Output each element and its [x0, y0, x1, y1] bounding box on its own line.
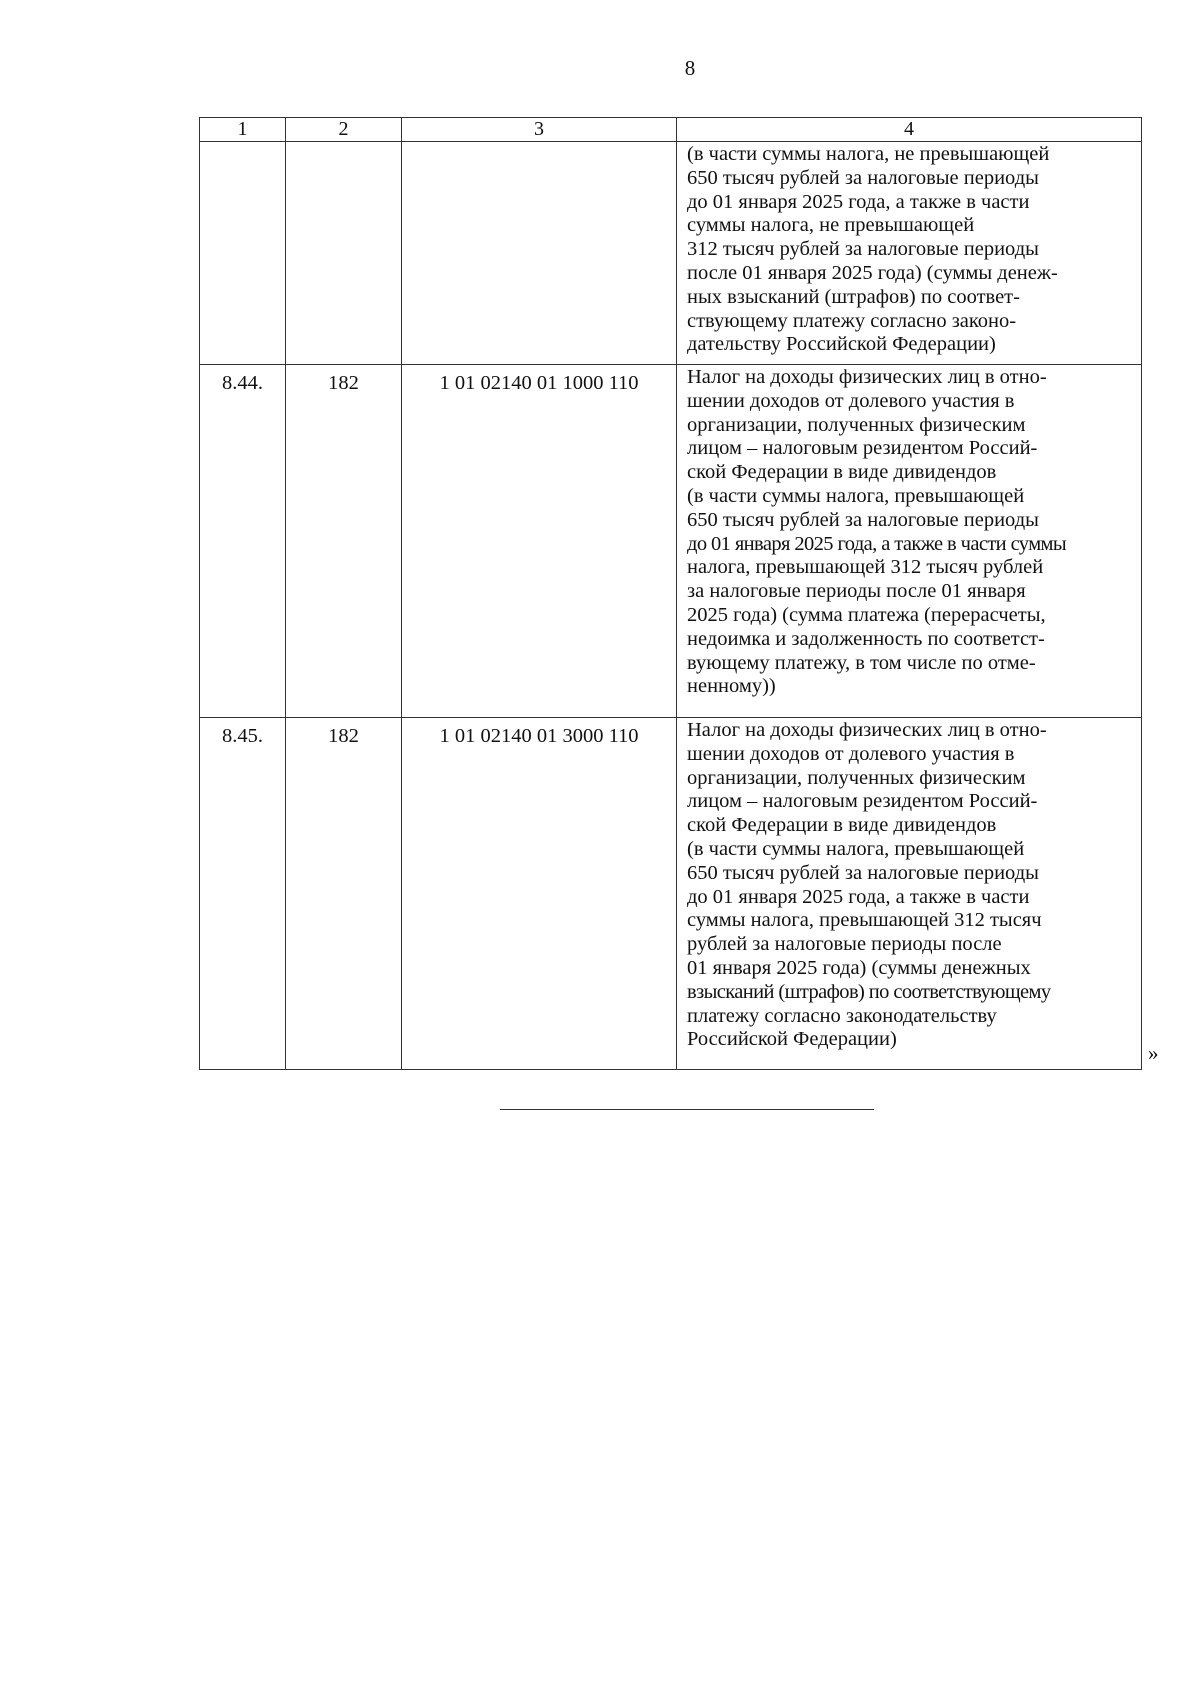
cell-description [677, 718, 1142, 1070]
description-line: суммы налога, превышающей 312 тысяч [687, 909, 1042, 932]
table-row [200, 718, 1142, 1070]
description-line: до 01 января 2025 года, а также в части суммы [687, 532, 1067, 555]
description-line: 650 тысяч рублей за налоговые периоды [687, 861, 1039, 884]
description-line: вующему платежу, в том числе по отме- [687, 651, 1036, 674]
description-line: ской Федерации в виде дивидендов [687, 814, 997, 837]
description-line: шении доходов от долевого участия в [687, 742, 1015, 765]
description-line: ных взысканий (штрафов) по соответ- [687, 285, 1020, 308]
description-line: платежу согласно законодательству [687, 1004, 997, 1027]
admin-code: 182 [286, 365, 402, 718]
description-line: суммы налога, не превышающей [687, 214, 975, 237]
budget-classification-code: 1 01 02140 01 3000 110 [402, 718, 677, 1070]
separator-line [500, 1109, 874, 1110]
description-line: ненному)) [687, 675, 776, 698]
budget-classification-code: 1 01 02140 01 1000 110 [402, 365, 677, 718]
cell-admin-empty [286, 142, 402, 365]
description-line: до 01 января 2025 года, а также в части [687, 885, 1030, 908]
table-row [200, 365, 1142, 718]
description-line: (в части суммы налога, превышающей [687, 837, 1025, 860]
description-line: 01 января 2025 года) (суммы денежных [687, 956, 1031, 979]
description-line: лицом – налоговым резидентом Россий- [687, 790, 1038, 813]
description-line: (в части суммы налога, превышающей [687, 484, 1025, 507]
description-line: Российской Федерации) [687, 1028, 897, 1051]
description-line: недоимка и задолженность по соответст- [687, 627, 1045, 650]
description-line: за налоговые периоды после 01 января [687, 580, 1026, 603]
description-line: взысканий (штрафов) по соответствующему [687, 980, 1051, 1003]
column-header-4: 4 [677, 118, 1142, 142]
description-line: 2025 года) (сумма платежа (перерасчеты, [687, 603, 1046, 626]
cell-num-empty [200, 142, 286, 365]
description-line: рублей за налоговые периоды после [687, 933, 1002, 956]
description-line: дательству Российской Федерации) [687, 333, 996, 356]
column-header-2: 2 [286, 118, 402, 142]
description-line: шении доходов от долевого участия в [687, 389, 1015, 412]
description-line: 650 тысяч рублей за налоговые периоды [687, 508, 1039, 531]
budget-codes-table [199, 117, 1142, 1070]
description-line: 650 тысяч рублей за налоговые периоды [687, 166, 1039, 189]
description-line: ской Федерации в виде дивидендов [687, 461, 997, 484]
cell-kbk-empty [402, 142, 677, 365]
closing-quote: » [1148, 1041, 1159, 1065]
description-line: до 01 января 2025 года, а также в части [687, 190, 1030, 213]
description-line: организации, полученных физическим [687, 413, 1026, 436]
description-line: Налог на доходы физических лиц в отно- [687, 719, 1047, 741]
description-line: лицом – налоговым резидентом Россий- [687, 437, 1038, 460]
description-line: налога, превышающей 312 тысяч рублей [687, 556, 1044, 579]
table-header-row [200, 118, 1142, 142]
description-line: организации, полученных физическим [687, 766, 1026, 789]
page-number: 8 [684, 56, 696, 80]
row-number: 8.45. [200, 718, 286, 1070]
table-row-continuation [200, 142, 1142, 365]
admin-code: 182 [286, 718, 402, 1070]
row-number: 8.44. [200, 365, 286, 718]
cell-description [677, 142, 1142, 365]
description-line: Налог на доходы физических лиц в отно- [687, 366, 1047, 388]
description-line: (в части суммы налога, не превышающей [687, 143, 1050, 165]
description-line: ствующему платежу согласно законо- [687, 309, 1017, 332]
description-line: после 01 января 2025 года) (суммы денеж- [687, 261, 1058, 284]
cell-description [677, 365, 1142, 718]
description-line: 312 тысяч рублей за налоговые периоды [687, 238, 1039, 261]
column-header-3: 3 [402, 118, 677, 142]
column-header-1: 1 [200, 118, 286, 142]
